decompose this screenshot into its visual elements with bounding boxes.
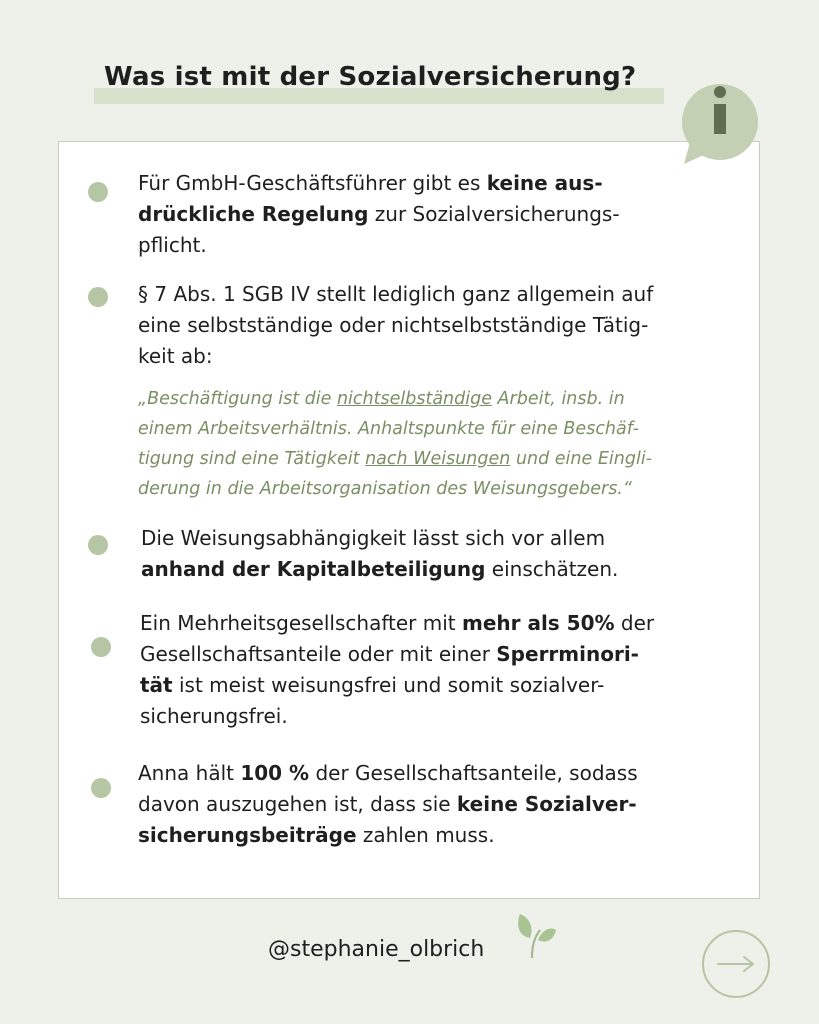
arrow-right-icon [716, 954, 756, 974]
paragraph-majority-shareholder: Ein Mehrheitsgesellschafter mit mehr als 50% der Gesellschaftsanteile oder mit einer Sperrminori- tät ist meist weisungsfrei und somit sozialver- sicherungsfrei. [140, 611, 655, 728]
bullet-point [91, 778, 111, 798]
leaf-icon [514, 912, 558, 960]
legal-quote: „Beschäftigung ist die nichtselbständige Arbeit, insb. in einem Arbeitsverhältnis. Anhaltspunkte für eine Beschäf- tigung sind eine Tätigkeit nach Weisungen und eine Eingli- derung in die Arbeitsorganisation des Weisungsgebers.“ [138, 389, 652, 499]
paragraph-anna-example: Anna hält 100 % der Gesellschaftsanteile, sodass davon auszugehen ist, dass sie keine Sozialver- sicherungsbeiträge zahlen muss. [138, 761, 638, 847]
paragraph-capital-share: Die Weisungsabhängigkeit lässt sich vor allem anhand der Kapitalbeteiligung einschätzen. [141, 526, 619, 581]
next-button[interactable] [702, 930, 770, 998]
page-title: Was ist mit der Sozialversicherung? [104, 62, 637, 92]
author-handle: @stephanie_olbrich [268, 937, 485, 962]
bullet-point [91, 637, 111, 657]
info-icon [676, 82, 760, 166]
bullet-point [88, 287, 108, 307]
bullet-point [88, 182, 108, 202]
paragraph-no-regulation: Für GmbH-Geschäftsführer gibt es keine aus- drückliche Regelung zur Sozialversicherungs- pflicht. [138, 171, 620, 257]
paragraph-sgb-iv: § 7 Abs. 1 SGB IV stellt lediglich ganz allgemein auf eine selbstständige oder nichtselbstständige Tätig- keit ab: [138, 282, 654, 368]
bullet-point [88, 535, 108, 555]
